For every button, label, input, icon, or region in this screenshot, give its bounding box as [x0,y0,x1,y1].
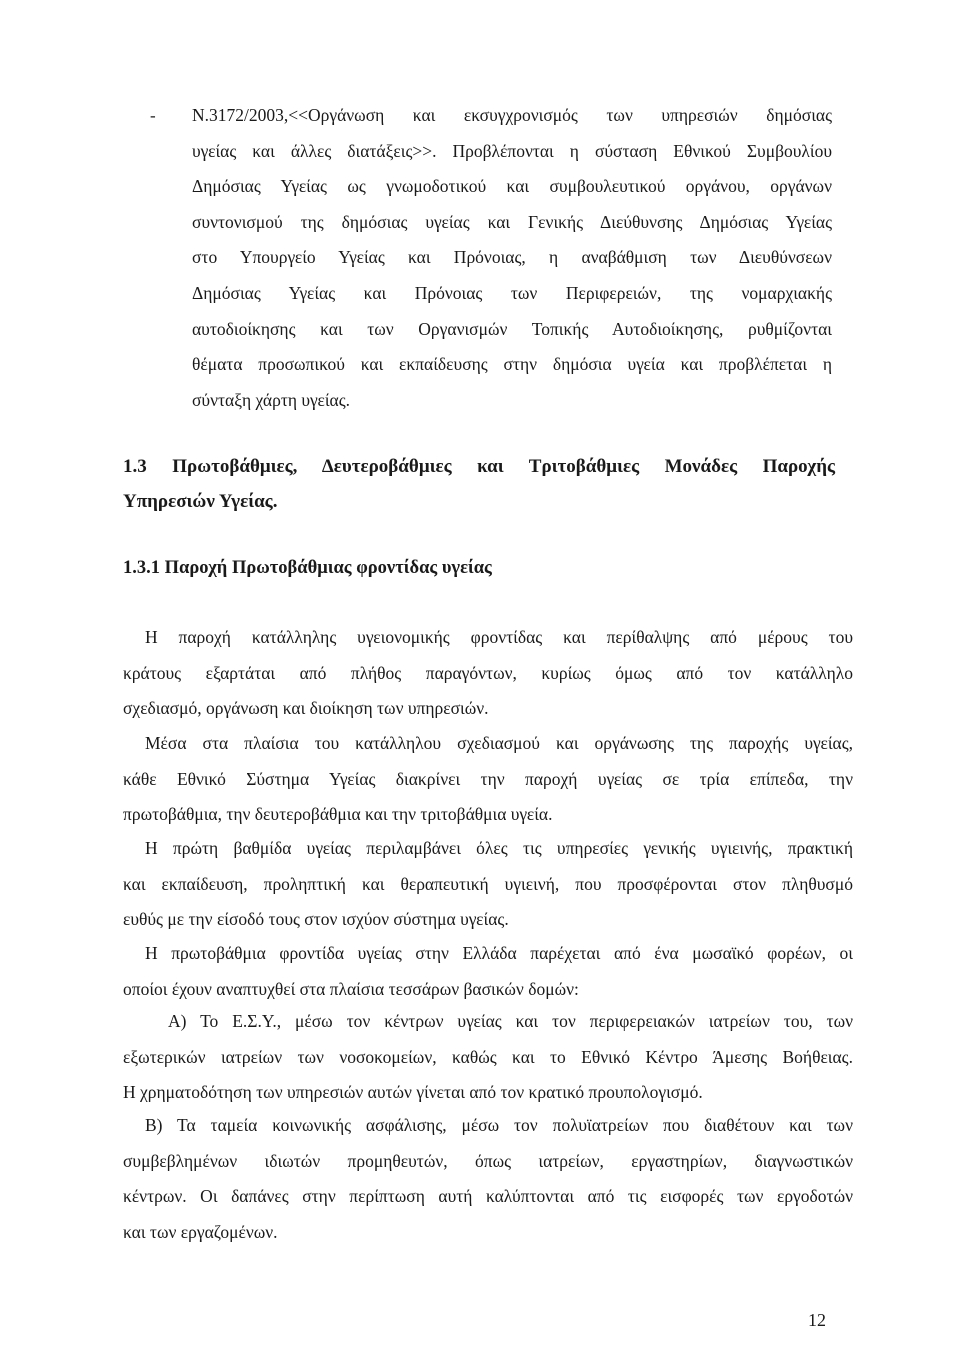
text-line: Η πρωτοβάθμια φροντίδα υγείας στην Ελλάδα παρέχεται από ένα μωσαϊκό φορέων, οι [145,943,853,963]
text-line: αυτοδιοίκησης και των Οργανισμών Τοπικής Αυτοδιοίκησης, ρυθμίζονται [192,318,832,339]
text-line: πρωτοβάθμια, την δευτεροβάθμια και την τριτοβάθμια υγεία. [123,804,553,825]
text-line: συμβεβλημένων ιδιωτών προμηθευτών, όπως ιατρείων, εργαστηρίων, διαγνωστικών [123,1150,853,1171]
paragraph [123,936,853,1007]
text-line: και των εργαζομένων. [123,1221,278,1242]
heading-line: 1.3 Πρωτοβάθμιες, Δευτεροβάθμιες και Τριτοβάθμιες Μονάδες Παροχής [123,456,835,477]
text-line: οποίοι έχουν αναπτυχθεί στα πλαίσια τεσσάρων βασικών δομών: [123,978,579,999]
text-line: συντονισμού της δημόσιας υγείας και Γενικής Διεύθυνσης Δημόσιας Υγείας [192,211,832,232]
text-line: σύνταξη χάρτη υγείας. [192,389,351,410]
list-item-b [123,1108,853,1250]
text-line: εξωτερικών ιατρείων των νοσοκομείων, καθώς και το Εθνικό Κέντρο Άμεσης Βοήθειας. [123,1046,853,1067]
text-line: Μέσα στα πλαίσια του κατάλληλου σχεδιασμού και οργάνωσης της παροχής υγείας, [145,733,853,753]
text-line: Η πρώτη βαθμίδα υγείας περιλαμβάνει όλες τις υπηρεσίες γενικής υγιεινής, πρακτική [145,838,853,858]
bullet-text [192,98,832,418]
section-heading-1-3 [123,449,835,519]
paragraph [123,831,853,938]
text-line: στο Υπουργείο Υγείας και Πρόνοιας, η αναβάθμιση των Διευθύνσεων [192,247,832,268]
subsection-heading-1-3-1: 1.3.1 Παροχή Πρωτοβάθμιας φροντίδας υγείας [123,558,492,578]
text-line: Η χρηματοδότηση των υπηρεσιών αυτών γίνεται από τον κρατικό προυπολογισμό. [123,1082,703,1103]
bullet-mark: - [150,106,156,125]
text-line: κράτους εξαρτάται από πλήθος παραγόντων, κυρίως όμως από τον κατάλληλο [123,662,853,683]
text-line: Β) Τα ταμεία κοινωνικής ασφάλισης, μέσω τον πολυϊατρείων που διαθέτουν και των [145,1115,853,1135]
text-line: Α) Το Ε.Σ.Υ., μέσω τον κέντρων υγείας και τον περιφερειακών ιατρείων του, των [168,1011,853,1031]
paragraph [123,726,853,833]
text-line: Ν.3172/2003,<<Οργάνωση και εκσυγχρονισμός των υπηρεσιών δημόσιας [192,105,832,125]
text-line: υγείας και άλλες διατάξεις>>. Προβλέπονται η σύσταση Εθνικού Συμβουλίου [192,140,832,161]
text-line: σχεδιασμό, οργάνωση και διοίκηση των υπηρεσιών. [123,698,489,719]
text-line: Δημόσιας Υγείας ως γνωμοδοτικού και συμβουλευτικού οργάνου, οργάνων [192,176,832,197]
heading-line: Υπηρεσιών Υγείας. [123,491,278,512]
text-line: Η παροχή κατάλληλης υγειονομικής φροντίδας και περίθαλψης από μέρους του [145,627,853,647]
text-line: και εκπαίδευση, προληπτική και θεραπευτική υγιεινή, που προσφέρονται στον πληθυσμό [123,873,853,894]
text-line: κάθε Εθνικό Σύστημα Υγείας διακρίνει την παροχή υγείας σε τρία επίπεδα, την [123,768,853,789]
text-line: θέματα προσωπικού και εκπαίδευσης στην δημόσια υγεία και προβλέπεται η [192,354,832,375]
paragraph [123,620,853,727]
text-line: Δημόσιας Υγείας και Πρόνοιας των Περιφερειών, της νομαρχιακής [192,282,832,303]
list-item-a [123,1004,853,1111]
text-line: ευθύς με την είσοδό τους στον ισχύον σύστημα υγείας. [123,909,509,930]
text-line: κέντρων. Οι δαπάνες στην περίπτωση αυτή καλύπτονται από τις εισφορές των εργοδοτών [123,1186,853,1207]
page-number: 12 [808,1310,826,1330]
